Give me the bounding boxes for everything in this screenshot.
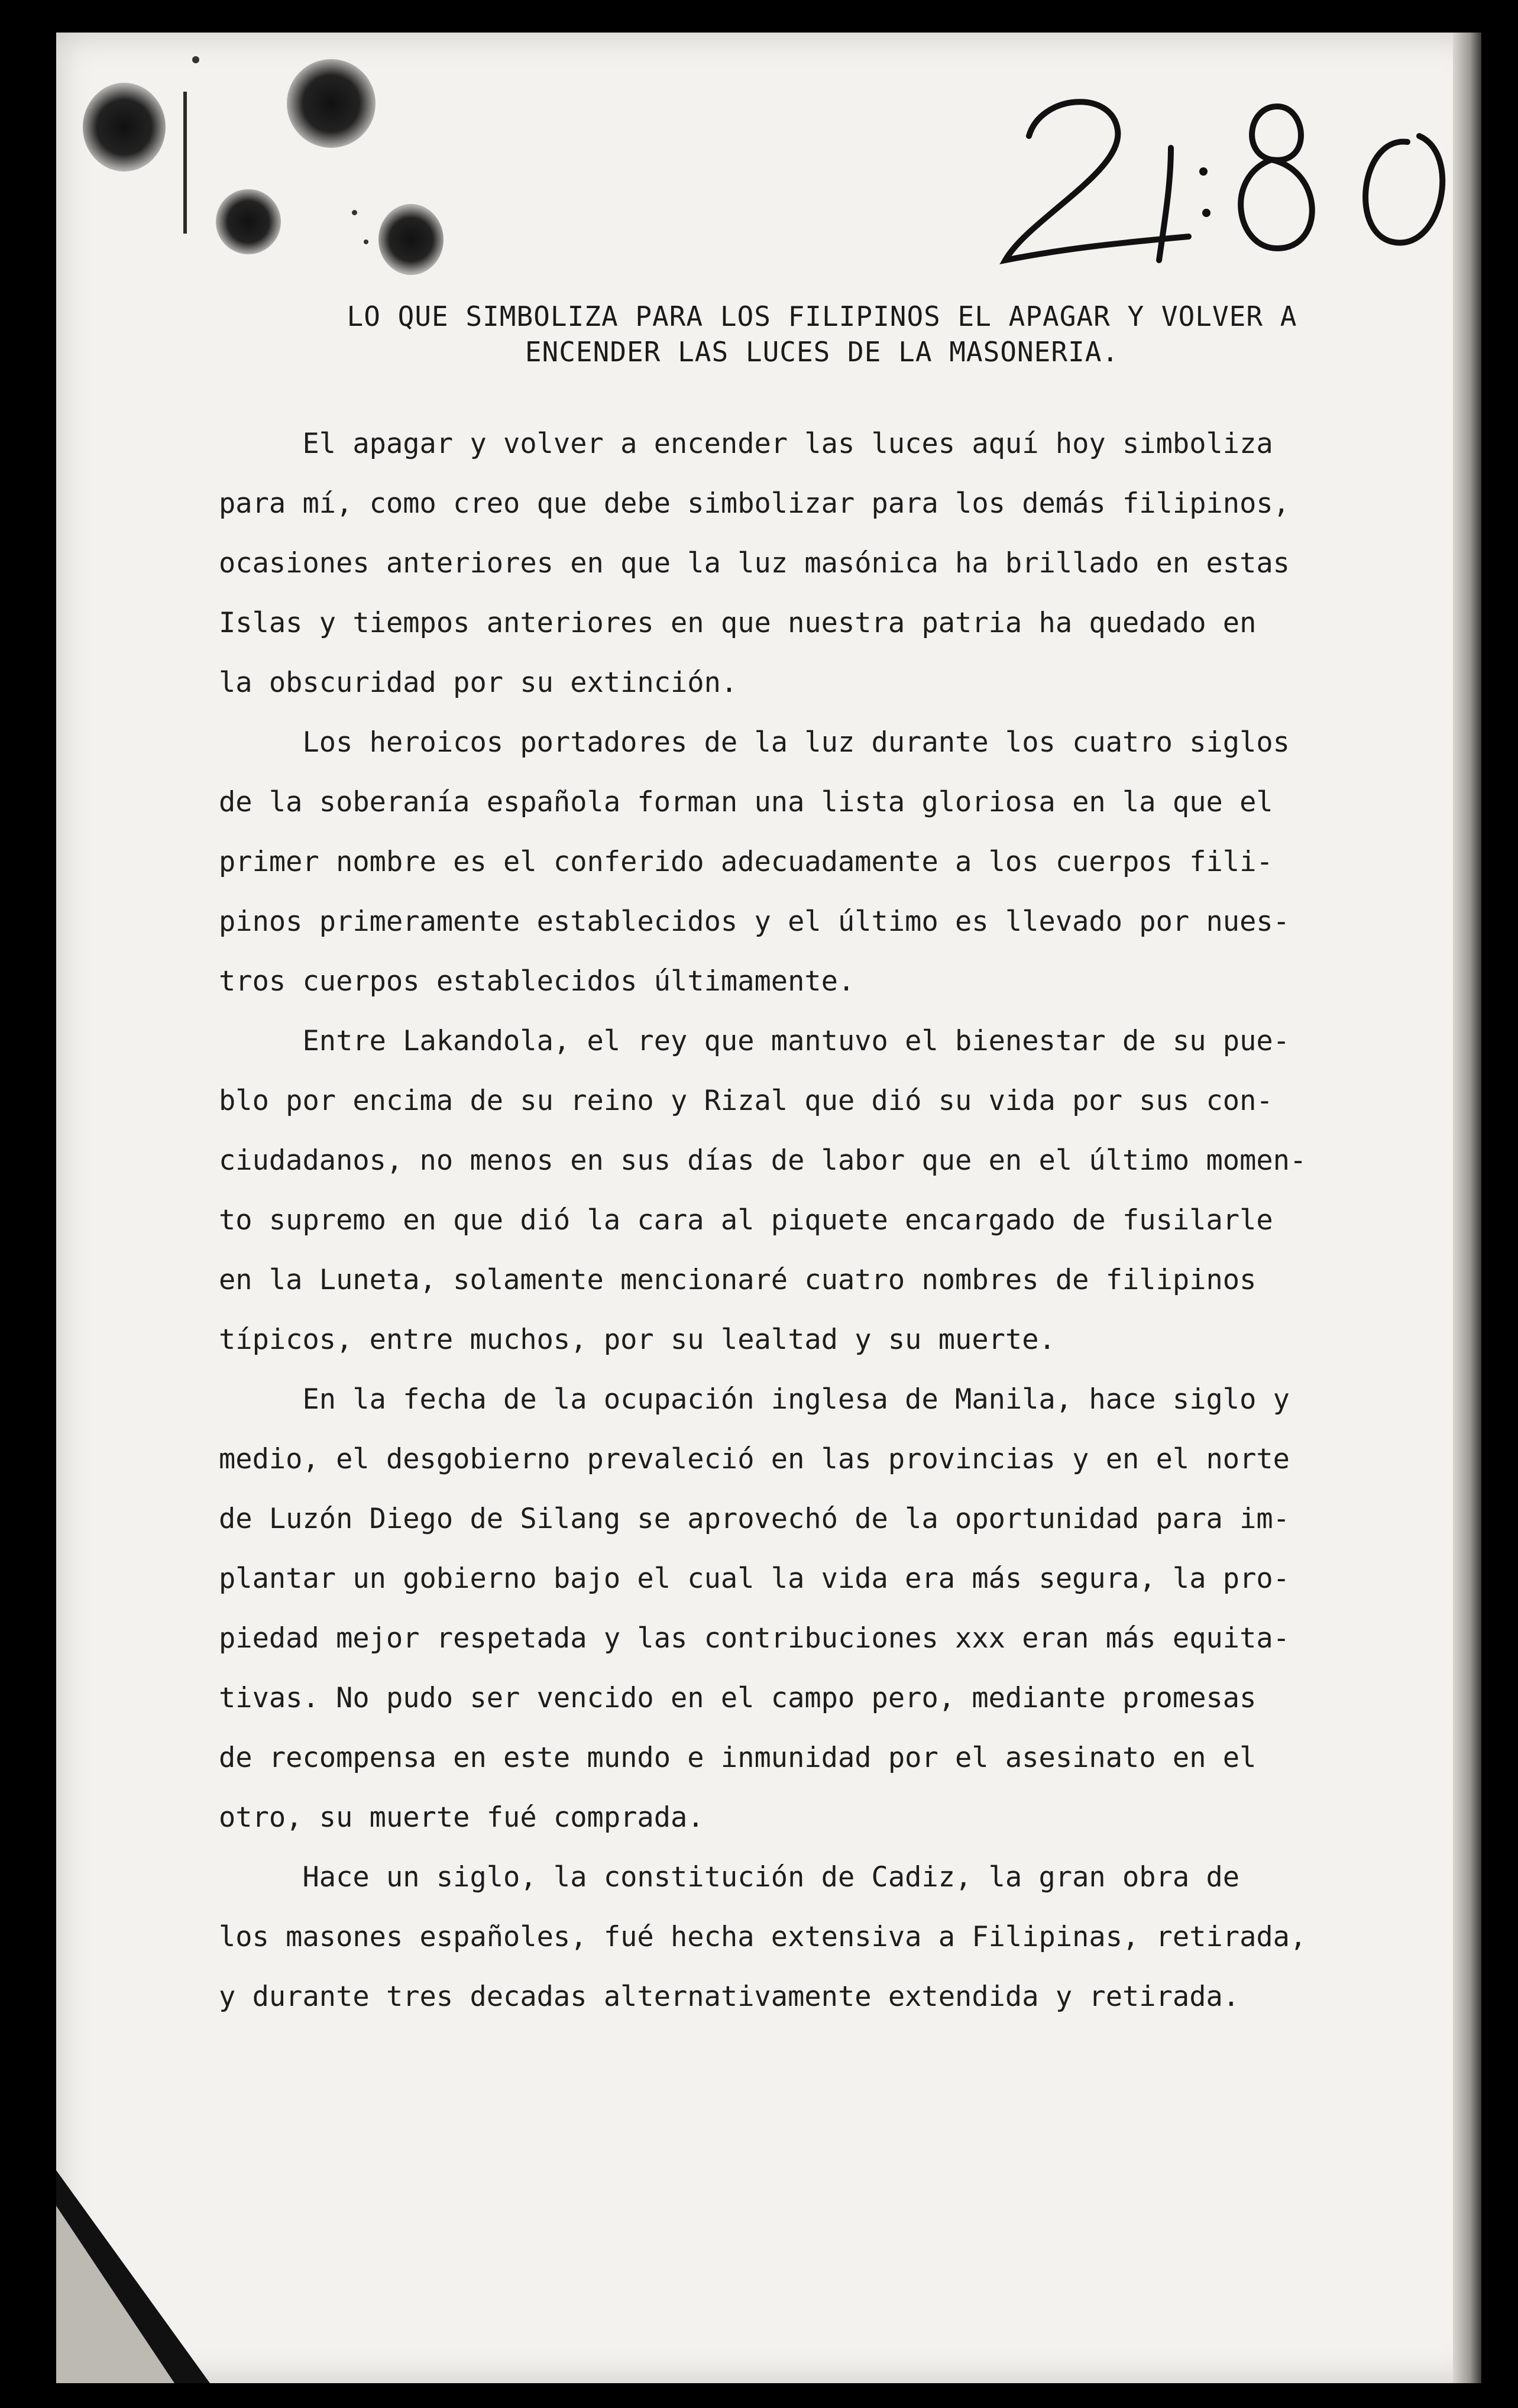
text-line: los masones españoles, fué hecha extensiva a Filipinas, retirada,	[219, 1921, 1307, 1953]
text-line: Hace un siglo, la constitución de Cadiz, la gran obra de	[219, 1861, 1240, 1894]
text-line: de recompensa en este mundo e inmunidad por el asesinato en el	[219, 1742, 1257, 1774]
text-line: tros cuerpos establecidos últimamente.	[219, 965, 855, 998]
text-line: de la soberanía española forman una lista gloriosa en la que el	[219, 786, 1273, 818]
text-line: En la fecha de la ocupación inglesa de Manila, hace siglo y	[219, 1383, 1290, 1416]
ink-speck	[352, 210, 357, 215]
text-line: primer nombre es el conferido adecuadamente a los cuerpos fili-	[219, 846, 1273, 878]
title-line: LO QUE SIMBOLIZA PARA LOS FILIPINOS EL APAGAR Y VOLVER A	[347, 300, 1297, 332]
ink-speck	[192, 56, 199, 63]
text-line: tivas. No pudo ser vencido en el campo pero, mediante promesas	[219, 1682, 1257, 1714]
text-line: Islas y tiempos anteriores en que nuestra patria ha quedado en	[219, 607, 1257, 639]
ink-streak	[183, 92, 187, 234]
text-line: medio, el desgobierno prevaleció en las provincias y en el norte	[219, 1443, 1290, 1475]
document-body	[219, 414, 1390, 2027]
text-line: Entre Lakandola, el rey que mantuvo el bienestar de su pue-	[219, 1025, 1290, 1057]
ink-blot	[83, 83, 166, 171]
ink-blot	[378, 204, 444, 275]
text-line: to supremo en que dió la cara al piquete encargado de fusilarle	[219, 1204, 1273, 1237]
page-number-text: 21-80	[1236, 272, 1238, 273]
document-title	[296, 299, 1348, 370]
ink-blot	[216, 189, 281, 254]
ink-speck	[364, 239, 368, 244]
folded-corner-paper	[56, 2206, 174, 2383]
text-line: en la Luneta, solamente mencionaré cuatro nombres de filipinos	[219, 1264, 1257, 1296]
text-line: típicos, entre muchos, por su lealtad y su muerte.	[219, 1323, 1056, 1356]
text-line: y durante tres decadas alternativamente extendida y retirada.	[219, 1980, 1240, 2013]
text-line: de Luzón Diego de Silang se aprovechó de la oportunidad para im-	[219, 1503, 1290, 1535]
text-line: Los heroicos portadores de la luz durante los cuatro siglos	[219, 726, 1290, 759]
text-line: pinos primeramente establecidos y el último es llevado por nues-	[219, 905, 1290, 938]
text-line: otro, su muerte fué comprada.	[219, 1801, 704, 1834]
handwritten-page-number	[993, 83, 1478, 278]
text-line: la obscuridad por su extinción.	[219, 666, 738, 699]
text-line: El apagar y volver a encender las luces aquí hoy simboliza	[219, 428, 1273, 460]
text-line: blo por encima de su reino y Rizal que dió su vida por sus con-	[219, 1085, 1273, 1117]
text-line: piedad mejor respetada y las contribuciones xxx eran más equita-	[219, 1622, 1290, 1655]
text-line: ocasiones anteriores en que la luz masónica ha brillado en estas	[219, 547, 1290, 580]
title-line: ENCENDER LAS LUCES DE LA MASONERIA.	[525, 336, 1119, 368]
text-line: para mí, como creo que debe simbolizar para los demás filipinos,	[219, 487, 1290, 520]
text-line: ciudadanos, no menos en sus días de labor que en el último momen-	[219, 1144, 1307, 1177]
page-edge-shadow	[1453, 33, 1481, 2383]
text-line: plantar un gobierno bajo el cual la vida era más segura, la pro-	[219, 1562, 1290, 1595]
ink-blot	[287, 59, 376, 148]
